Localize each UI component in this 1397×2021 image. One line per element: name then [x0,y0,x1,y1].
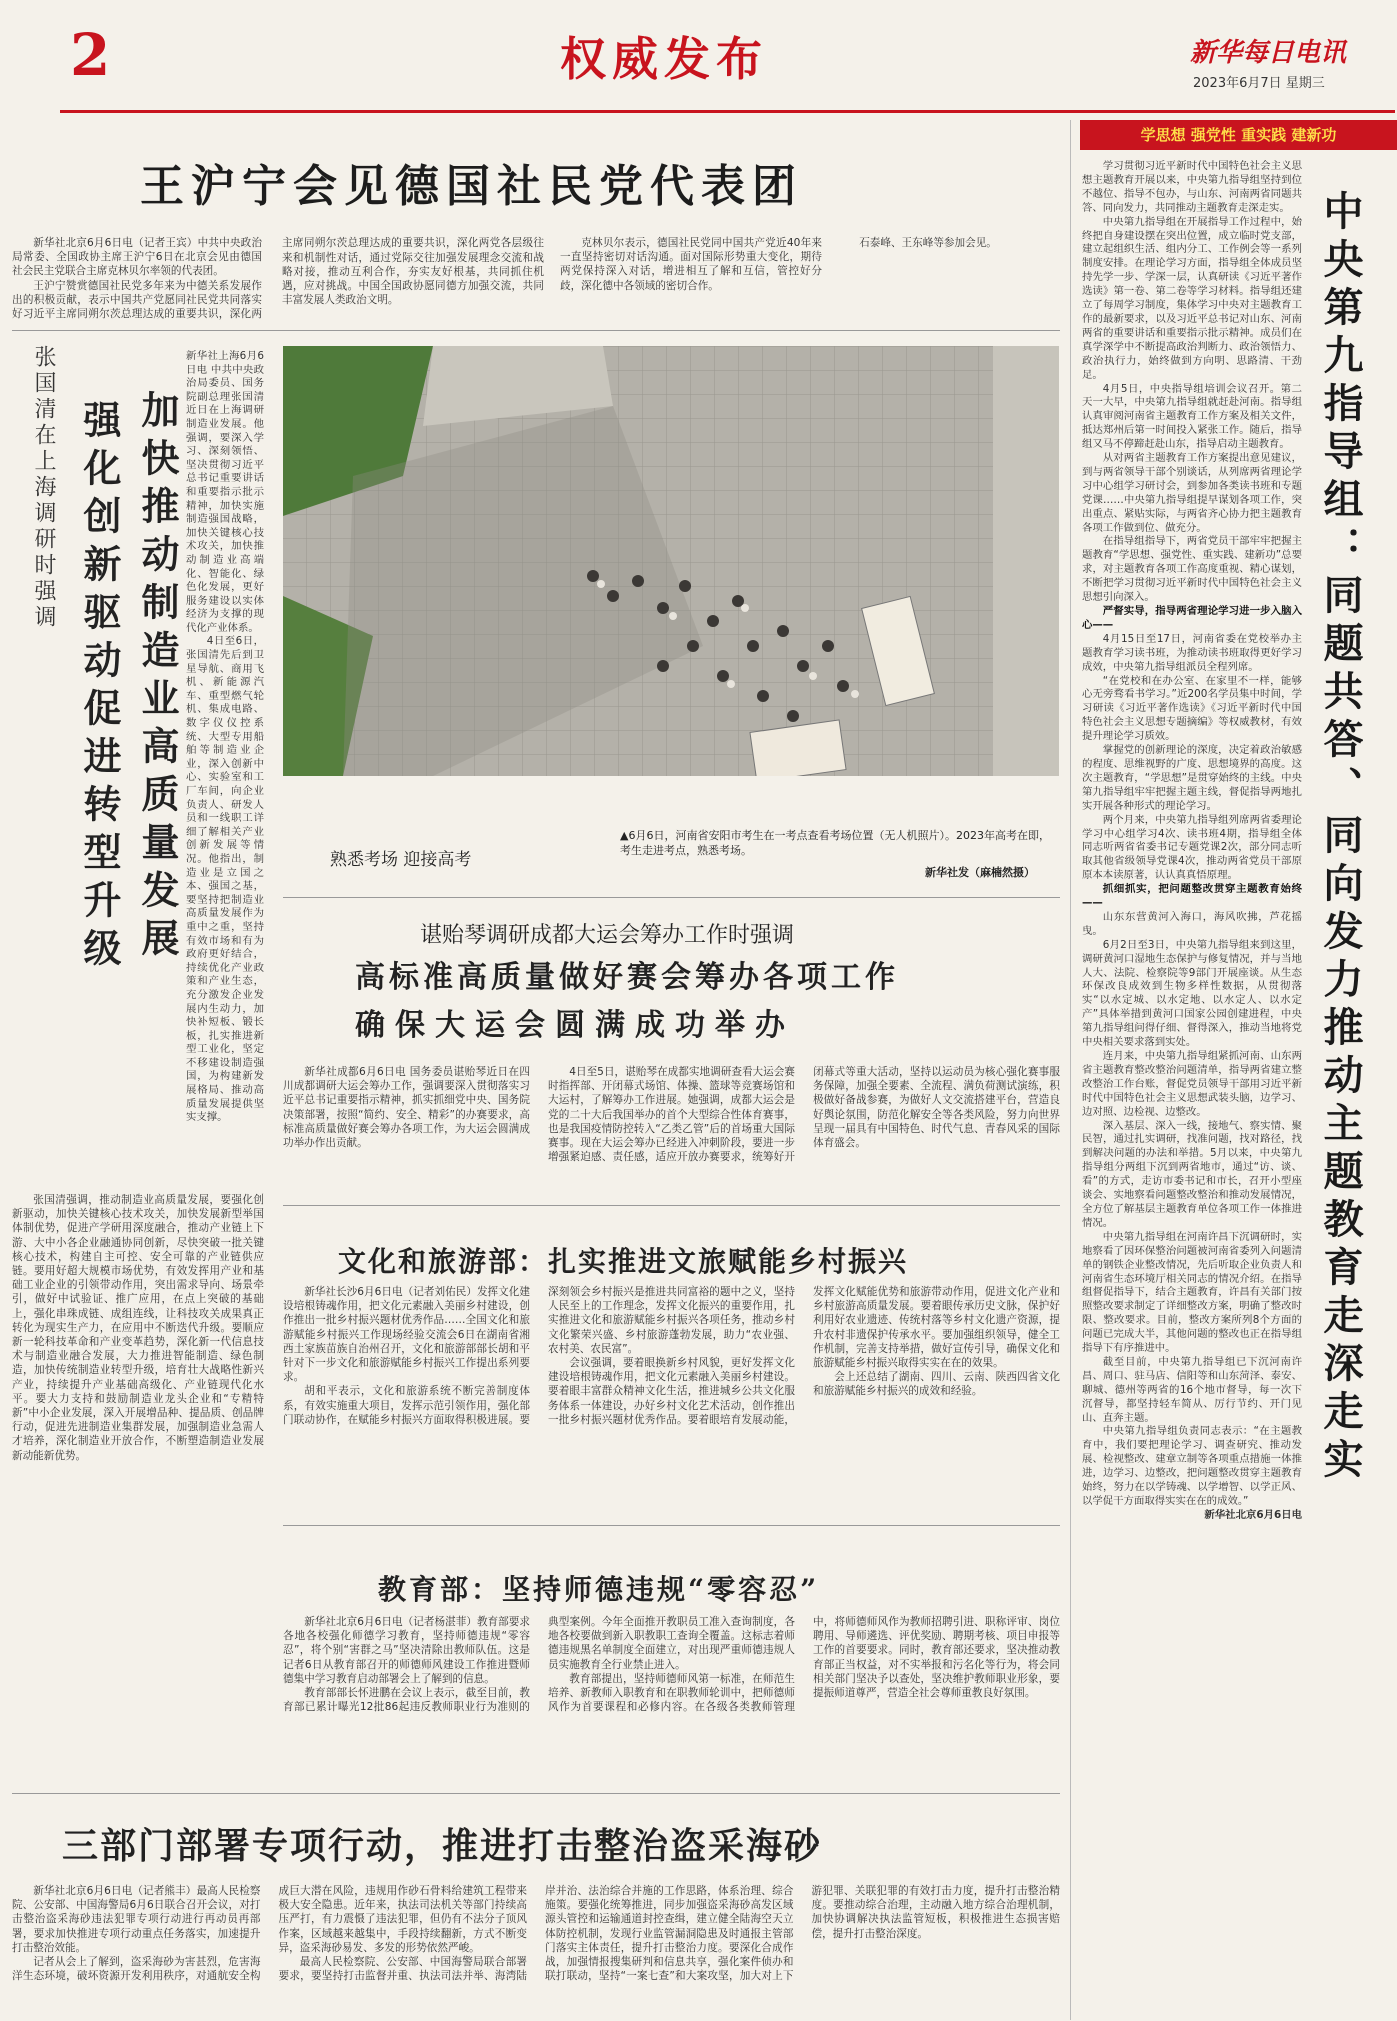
story2-para: 4日至6日，张国清先后到卫星导航、商用飞机、新能源汽车、重型燃气轮机、集成电路、数字仪仪控系统、大型专用船舶等制造业企业，深入创新中心、实验室和工厂车间，向企业负责人、研发人员和一线职工详细了解相关产业创新发展等情况。他指出，制造业是立国之本、强国之基，要坚持把制造业高质量发展作为重中之重，坚持有效市场和有为政府更好结合，持续优化产业政策和产业生态，充分激发企业发展内生动力，加快补短板、锻长板，扎实推进新型工业化，坚定不移建设制造强国，为构建新发展格局、推动高质量发展提供坚实支撑。 [186,635,264,1124]
story2-subtitle: 张国清在上海调研时强调 [31,345,56,631]
story6-body [12,1884,1060,2016]
story7-para: 从对两省主题教育工作方案提出意见建议，到与两省领导干部个别谈话，从列席两省理论学习中心组学习研讨会，到参加各类读书班和专题党课……中央第九指导组提早谋划各项工作，突出重点、紧贴实际，与两省齐心协力把主题教育各项工作做到位、做充分。 [1082,452,1302,534]
photo-illustration [283,346,1059,776]
divider [283,1205,1060,1206]
photo-caption: ▲6月6日，河南省安阳市考生在一考点查看考场位置（无人机照片）。2023年高考在即，考生走进考点，熟悉考场。 [620,829,1050,857]
exam-photo [283,346,1059,776]
paper-name: 新华每日电讯 [1190,38,1347,68]
story4-para: 会上还总结了湖南、四川、云南、陕西四省文化和旅游赋能乡村振兴的成效和经验。 [813,1371,1060,1398]
story5-para: 教育部提出，坚持师德师风第一标准，在师范生培养、新教师入职教育和在职教师轮训中，把师德师风作为首要课程和必修内容。在各级各类教师管理中，将师德师风作为教师招聘引进、职称评审、岗位聘用、导师遴选、评优奖励、聘期考核、项目申报等工作的首要要求。同时，教育部还要求，坚决推动教育部正当权益，对不实举报和污名化等行为，将会同相关部门坚决予以查处，坚决维护教师职业形象，要提振师道尊严，营造全社会尊师重教良好氛围。 [548,1616,1060,1714]
story7-para: 山东东营黄河入海口，海风吹拂，芦花摇曳。 [1082,910,1302,937]
masthead-rule [60,110,1395,113]
story7-para: 6月2日至3日，中央第九指导组来到这里，调研黄河口湿地生态保护与修复情况，并与当地人大、法院、检察院等9部门开展座谈。从生态环保改良成效到生物多样性数据，从贯彻落实“以水定城、以水定地、以水定人、以水定产”具体举措到黄河口国家公园创建进程，中央第九指导组问得仔细、督得深入，推动当地将党中央相关要求落到实处。 [1082,938,1302,1049]
story7-dateline: 新华社北京6月6日电 [1204,1508,1302,1521]
story7-para: 中央第九指导组负责同志表示：“在主题教育中，我们要把理论学习、调查研究、推动发展、检视整改、建章立制等各项重点措施一体推进，边学习、边整改，把问题整改贯穿主题教育始终，努力在以学铸魂、以学增智、以学正风、以学促干方面取得实实在在的成效。” [1082,1425,1302,1507]
story7-para: 截至目前，中央第九指导组已下沉河南许昌、周口、驻马店、信阳等和山东菏泽、泰安、聊城、德州等两省的16个地市督导，每一次下沉督导，都坚持轻车简从、厉行节约、开门见山、直奔主题。 [1082,1355,1302,1424]
section-title: 权威发布 [560,32,768,86]
story7-para: 深入基层、深入一线，接地气、察实情、聚民智，通过扎实调研，找准问题，找对路径，找到解决问题的办法和举措。5月以来，中央第九指导组分两组下沉到两省地市，通过“访、谈、看”的方式，走访市委书记和市长，召开小型座谈会、实地察看问题整改整治和推动发展情况，全方位了解基层主题教育单位各项工作一体推进情况。 [1082,1119,1302,1229]
story1-headline: 王沪宁会见德国社民党代表团 [140,161,803,212]
story7-headline: 中央第九指导组：同题共答、同向发力推动主题教育走深走实 [1317,190,1364,1486]
story5-para: 教育部部长怀进鹏在会议上表示，截至目前，教育部已累计曝光12批86起违反教师职业行为准则的典型案例。今年全面推开教职员工准入查询制度，各地各校要做到新入职教职工查询全覆盖。这标志着师德违规黑名单制度全面建立，对出现严重师德违规人员实施教育全行业禁止进入。 [283,1616,795,1714]
story4-para: 会议强调，要着眼换新乡村风貌，更好发挥文化建设培根铸魂作用，把文化元素融入美丽乡村建设。要着眼丰富群众精神文化生活，推进城乡公共文化服务体系一体建设，办好乡村文化艺术活动，创作推出一批乡村振兴题材优秀作品。要着眼培育发展动能，发挥文化赋能优势和旅游带动作用，促进文化产业和乡村旅游高质量发展。要着眼传承历史文脉，保护好利用好农业遗迹、传统村落等乡村文化遗产资源，提升农村非遗保护传承水平。要加强组织领导，健全工作机制，完善支持举措，做好宣传引导，确保文化和旅游赋能乡村振兴取得实实在在的效果。 [548,1286,1060,1426]
story7-para: 4月15日至17日，河南省委在党校举办主题教育学习读书班，为推动读书班取得更好学习成效，中央第九指导组派员全程列席。 [1082,632,1302,673]
story7-para: 在指导组指导下，两省党员干部牢牢把握主题教育“学思想、强党性、重实践、建新功”总要求，对主题教育各项工作高度重视、精心谋划，不断把学习贯彻习近平新时代中国特色社会主义思想引向深入。 [1082,535,1302,604]
story7-para: 中央第九指导组在河南许昌下沉调研时，实地察看了因环保整治问题被河南省委列入问题清单的钢铁企业整改情况，先后听取企业负责人和河南省生态环境厅相关同志的情况介绍。在指导组督促指导下，结合主题教育，许昌有关部门按照整改要求制定了详细整改方案，明确了整改时限、整改要求。目前，整改方案所列8个方面的问题已完成大半，其他问题的整改也正在指导组指导下有序推进中。 [1082,1230,1302,1355]
story1-para: 克林贝尔表示，德国社民党同中国共产党近40年来一直坚持密切对话沟通。面对国际形势重大变化，期待两党保持深入对话，增进相互了解和互信，管控好分歧，深化德中各领域的密切合作。 [560,237,822,292]
page-number: 2 [70,21,111,89]
story5-headline: 教育部：坚持师德违规“零容忍” [378,1573,820,1606]
story3-headline-2: 确保大运会圆满成功举办 [355,1008,795,1043]
masthead [0,0,1397,144]
story3-para: 新华社成都6月6日电 国务委员谌贻琴近日在四川成都调研大运会筹办工作，强调要深入贯彻落实习近平总书记重要指示精神，抓实抓细党中央、国务院决策部署，按照“简约、安全、精彩”的办赛要求，高标准高质量做好赛会筹办各项工作，为大运会圆满成功举办作出贡献。 [283,1066,530,1150]
story7-para: 4月5日，中央指导组培训会议召开。第二天一大早，中央第九指导组就赶赴河南。指导组认真审阅河南省主题教育工作方案及相关文件，抵达郑州后第一时间投入紧张工作。随后，指导组又马不停蹄赶赴山东，指导启动主题教育。 [1082,382,1302,451]
divider [283,897,1060,898]
slogan-banner [1080,120,1397,150]
story5-para: 新华社北京6月6日电（记者杨湛菲）教育部要求各地各校强化师德学习教育，坚持师德违规“零容忍”，将个别“害群之马”坚决清除出教师队伍。这是记者6日从教育部召开的师德师风建设工作推进暨师德集中学习教育启动部署会上了解到的信息。 [283,1616,530,1685]
story6-para: 最高人民检察院、公安部、中国海警局联合部署要求，要坚持打击监督并重、执法司法并举、海湾陆岸并治、法治综合并施的工作思路，体系治理、综合施策。要强化统筹推进，同步加强盗采海砂高发区域源头管控和运输通道封控查缉，建立健全陆海空天立体防控机制，发现行业监管漏洞隐患及时通报主管部门落实主体责任，提升打击整治力度。要深化合成作战，加强情报搜集研判和信息共享，强化案件侦办和联打联动，坚持“一案七查”和大案攻坚，加大对上下游犯罪、关联犯罪的有效打击力度，提升打击整治精度。要推动综合治理，主动融入地方综合治理机制，加快协调解决执法监管短板，积极推进生态损害赔偿，提升打击整治深度。 [278,1885,1060,1983]
story7-para: 掌握党的创新理论的深度，决定着政治敏感的程度、思维视野的广度、思想境界的高度。这次主题教育，“学思想”是贯穿始终的主线。中央第九指导组牢牢把握主题主线，督促指导两地扎实开展各种形式的理论学习。 [1082,744,1302,812]
story4-para: 新华社长沙6月6日电（记者刘佑民）发挥文化建设培根铸魂作用，把文化元素融入美丽乡村建设，创作推出一批乡村振兴题材优秀作品……全国文化和旅游赋能乡村振兴工作现场经验交流会6日在湖南省湘西土家族苗族自治州召开，文化和旅游部部长胡和平针对下一步文化和旅游赋能乡村振兴工作提出系列要求。 [283,1286,530,1384]
divider [283,1525,1060,1526]
story2-side-col [186,350,264,1190]
story1-col4 [838,236,1060,320]
story4-headline: 文化和旅游部：扎实推进文旅赋能乡村振兴 [338,1245,909,1278]
story3-headline-1: 高标准高质量做好赛会筹办各项工作 [355,960,899,995]
story4-para: 胡和平表示，文化和旅游系统不断完善制度体系，有效实施重大项目，发挥示范引领作用，强化部门联动协作，在赋能乡村振兴方面取得积极进展。要深刻领会乡村振兴是推进共同富裕的题中之义，坚持人民至上的工作理念，发挥文化振兴的重要作用，扎实推进文化和旅游赋能乡村振兴各项任务，推动乡村文化繁荣兴盛、乡村旅游蓬勃发展，助力“农业强、农村美、农民富”。 [283,1286,795,1426]
story1-para: 石泰峰、王东峰等参加会见。 [859,237,997,249]
story4-body [283,1285,1060,1515]
divider [12,330,1060,331]
story2-title-col2: 加快推动制造业高质量发展 [135,390,180,966]
story7-body [1082,160,1302,2015]
story1-para: 新华社北京6月6日电（记者王宾）中共中央政治局常委、全国政协主席王沪宁6日在北京会见由德国社会民主党联合主席克林贝尔率领的代表团。 [12,237,262,278]
column-rule [1070,120,1071,2020]
story1-para-cont: 主席同朔尔茨总理达成的重要共识，深化两党各层级往来和机制性对话，通过党际交往加强发展理念交流和战略对接，推动互利合作，夯实友好根基，共同抓住机遇，应对挑战。中国全国政协愿同德方加强交流，共同丰富发展人类政治文明。 [282,237,544,307]
issue-date: 2023年6月7日 星期三 [1193,76,1325,91]
story1-col1 [12,236,262,320]
story7-para: 连月来，中央第九指导组紧抓河南、山东两省主题教育整改整治问题清单，指导两省建立整改整治工作台账，督促党员领导干部用习近平新时代中国特色社会主义思想武装头脑，边学习、边对照、边检视、边整改。 [1082,1050,1302,1118]
story1-col2 [282,236,544,320]
story2-title-col1: 强化创新驱动促进转型升级 [77,400,122,976]
story7-para: 严督实导，指导两省理论学习进一步入脑入心—— [1082,605,1302,631]
story6-headline: 三部门部署专项行动，推进打击整治盗采海砂 [62,1825,823,1867]
story5-body [283,1615,1060,1775]
story3-para: 4日至5日，谌贻琴在成都实地调研查看大运会赛时指挥部、开闭幕式场馆、体操、篮球等竞赛场馆和大运村，了解筹办工作进展。她强调，成都大运会是党的二十大后我国举办的首个大型综合性体育赛事，也是我国疫情防控转入“乙类乙管”后的首场重大国际赛事。现在大运会筹办已经进入冲刺阶段，要进一步增强紧迫感、责任感，适应开放办赛要求，统筹好开闭幕式等重大活动，坚持以运动员为核心强化赛事服务保障，加强全要素、全流程、满负荷测试演练，积极做好备战参赛，为做好人文交流搭建平台，营造良好舆论氛围，防范化解安全等各类风险，努力向世界呈现一届具有中国特色、时代气息、青春风采的国际体育盛会。 [548,1066,1060,1164]
story7-para: 学习贯彻习近平新时代中国特色社会主义思想主题教育开展以来，中央第九指导组坚持到位不越位、指导不包办，与山东、河南两省同题共答、同向发力，共同推动主题教育走深走实。 [1082,160,1302,214]
story1-para: 王沪宁赞赏德国社民党多年来为中德关系发展作出的积极贡献，表示中国共产党愿同社民党共同落实好习近平主席同朔尔茨总理达成的重要共识，深化两 [12,279,262,320]
story3-kicker: 谌贻琴调研成都大运会筹办工作时强调 [420,923,795,948]
story7-para: 两个月来，中央第九指导组列席两省委理论学习中心组学习4次、读书班4期，指导组全体同志听两省省委书记专题党课2次，部分同志听取其他省级领导党课4次，推动两省党员干部原原本本读原著，认认真真悟原理。 [1082,813,1302,882]
story2-para: 张国清强调，推动制造业高质量发展，要强化创新驱动，加快关键核心技术攻关，加快发展新型举国体制优势，促进产学研用深度融合，推动产业链上下游、大中小各企业融通协同创新，尽快突破一批关键核心技术，构建自主可控、安全可靠的产业链供应链。要用好超大规模市场优势，有效发挥用产业和基础工业企业的引领带动作用，突出需求导向、场景牵引，做好中试验证、推广应用，在点上突破的基础上，强化串珠成链、成组连线，让科技攻关成果真正转化为现实生产力，在应用中不断迭代升级。要顺应新一轮科技革命和产业变革趋势，深化新一代信息技术与制造业融合发展，大力推进智能制造、绿色制造，加快传统制造业转型升级，培育壮大战略性新兴产业，持续提升产业基础高级化、产业链现代化水平。要大力支持和鼓励制造业龙头企业和“专精特新”中小企业发展，深入开展增品种、提品质、创品牌行动，促进先进制造业集群发展，加强制造业急需人才培养，深化制造业开放合作，不断塑造制造业发展新动能新优势。 [12,1194,264,1462]
story2-bottom-col [12,1193,264,1783]
photo-caption-title: 熟悉考场 迎接高考 [330,850,472,870]
story7-para: 抓细抓实，把问题整改贯穿主题教育始终—— [1082,883,1302,910]
photo-credit: 新华社发（麻楠然摄） [925,866,1035,879]
story7-para: 中央第九指导组在开展指导工作过程中，始终把自身建设摆在突出位置，成立临时党支部，建立起组织生活、组内分工、工作例会等一系列制度安排。在理论学习方面，指导组全体成员坚持先学一步、学深一层，认真研读《习近平著作选读》第一卷、第二卷等学习材料。指导组还建立了每周学习制度，集体学习中央对主题教育工作的最新要求，以及习近平总书记对山东、河南两省的重要讲话和重要指示批示精神。成员们在真学深学中不断提高政治判断力、政治领悟力、政治执行力，始终做到方向明、思路清、干劲足。 [1082,215,1302,381]
divider [12,1793,1060,1794]
story7-para: “在党校和在办公室、在家里不一样，能够心无旁骛看书学习。”近200名学员集中时间，学习研读《习近平著作选读》《习近平新时代中国特色社会主义思想专题摘编》等权威教材，有效提升理论学习质效。 [1082,674,1302,743]
slogan-text: 学思想 强党性 重实践 建新功 [1140,126,1337,144]
story2-para: 新华社上海6月6日电 中共中央政治局委员、国务院副总理张国清近日在上海调研制造业发展。他强调，要深入学习、深刻领悟、坚决贯彻习近平总书记重要讲话和重要指示批示精神，加快实施制造强国战略，加快关键核心技术攻关，加快推动制造业高端化、智能化、绿色化发展，更好服务建设以实体经济为支撑的现代化产业体系。 [186,350,264,634]
story3-body [283,1065,1060,1195]
story6-para: 记者从会上了解到，盗采海砂为害甚烈，危害海洋生态环境，破坏资源开发利用秩序，对通航安全构成巨大潜在风险，违规用作砂石骨料给建筑工程带来极大安全隐患。近年来，执法司法机关等部门持续高压严打，有力震慑了违法犯罪，但仍有不法分子顶风作案，区域越来越集中，手段持续翻新，方式不断变异，盗采海砂易发、多发的形势依然严峻。 [12,1885,527,1983]
story1-col3 [560,236,822,320]
story6-para: 新华社北京6月6日电（记者熊丰）最高人民检察院、公安部、中国海警局6月6日联合召开会议，对打击整治盗采海砂违法犯罪专项行动进行再动员再部署，要求加快推进专项行动重点任务落实，加速提升打击整治效能。 [12,1885,261,1954]
